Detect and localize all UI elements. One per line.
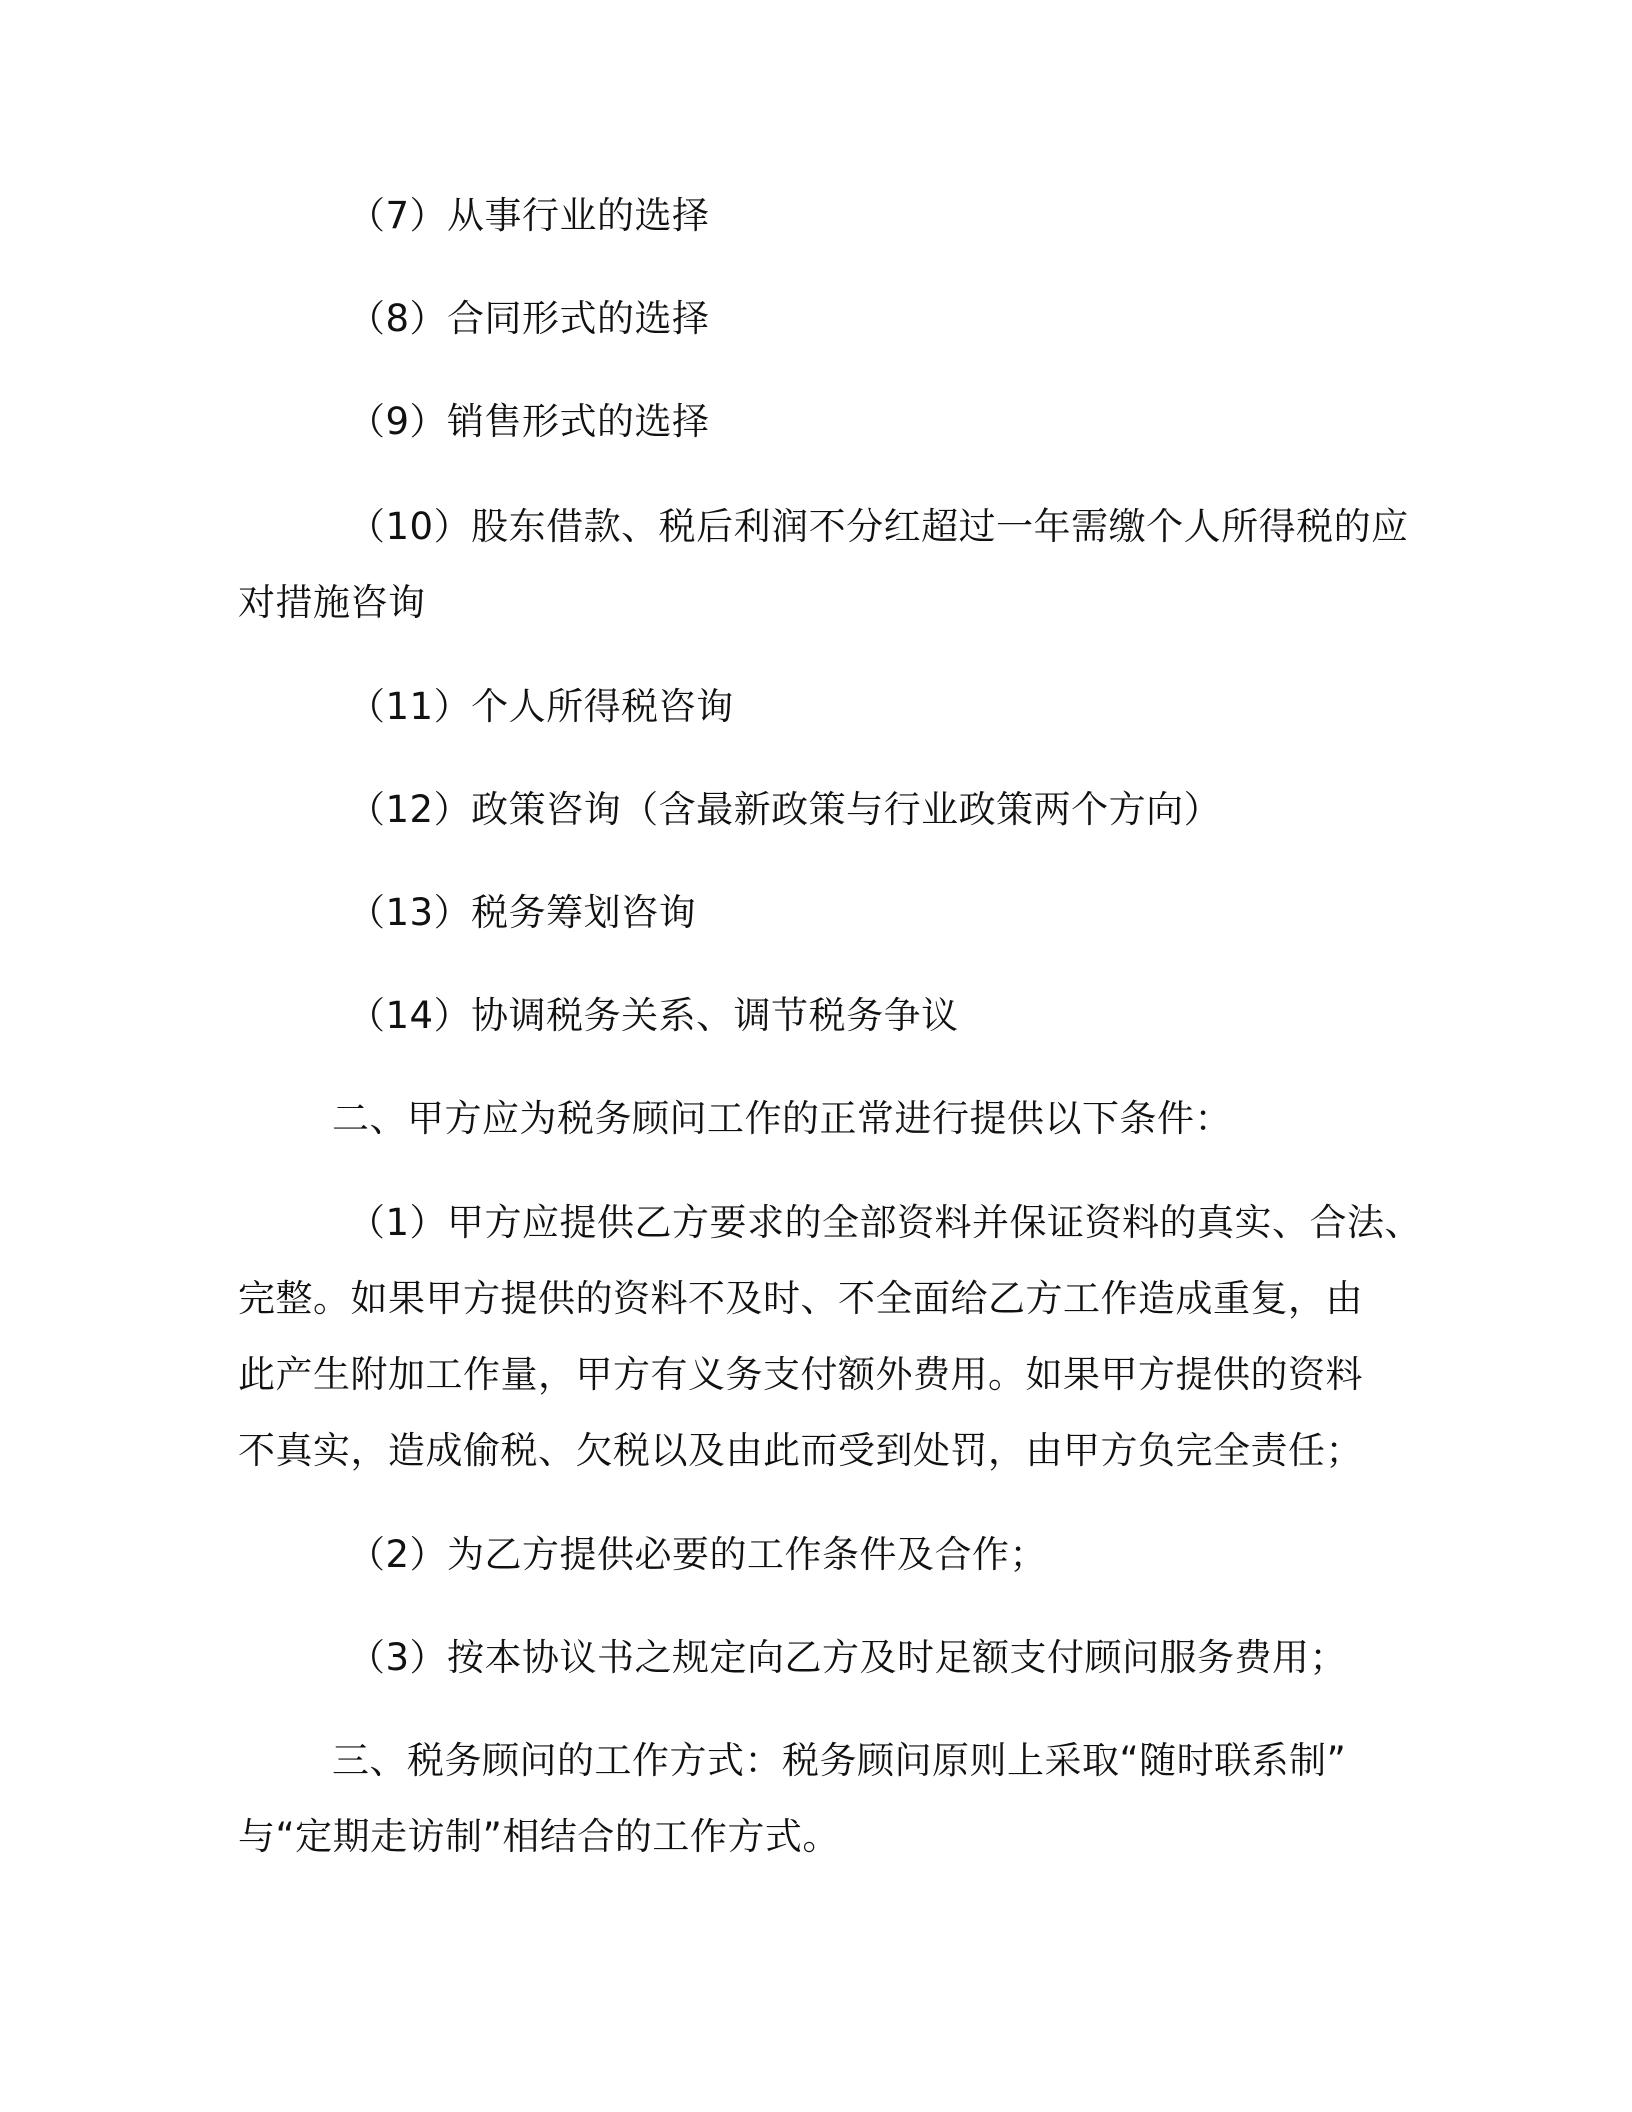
condition-2: （2）为乙方提供必要的工作条件及合作； <box>348 1533 1048 1576</box>
condition-3: （3）按本协议书之规定向乙方及时足额支付顾问服务费用； <box>348 1636 1348 1679</box>
condition-1-line-3: 此产生附加工作量，甲方有义务支付额外费用。如果甲方提供的资料 <box>238 1353 1363 1396</box>
list-item-11: （11）个人所得税咨询 <box>348 685 734 728</box>
section-two-heading: 二、甲方应为税务顾问工作的正常进行提供以下条件： <box>332 1097 1232 1140</box>
list-item-14: （14）协调税务关系、调节税务争议 <box>348 994 959 1037</box>
condition-1-line-1: （1）甲方应提供乙方要求的全部资料并保证资料的真实、合法、 <box>348 1201 1423 1244</box>
list-item-8: （8）合同形式的选择 <box>348 297 710 340</box>
condition-1-line-4: 不真实，造成偷税、欠税以及由此而受到处罚，由甲方负完全责任； <box>238 1429 1363 1472</box>
list-item-12: （12）政策咨询（含最新政策与行业政策两个方向） <box>348 788 1222 831</box>
section-three-line-1: 三、税务顾问的工作方式：税务顾问原则上采取“随时联系制” <box>332 1739 1347 1782</box>
list-item-10: （10）股东借款、税后利润不分红超过一年需缴个人所得税的应 <box>348 505 1409 548</box>
list-item-9: （9）销售形式的选择 <box>348 400 710 443</box>
section-three-line-2: 与“定期走访制”相结合的工作方式。 <box>238 1815 840 1858</box>
condition-1-line-2: 完整。如果甲方提供的资料不及时、不全面给乙方工作造成重复，由 <box>238 1277 1363 1320</box>
list-item-7: （7）从事行业的选择 <box>348 194 710 237</box>
list-item-10-continuation: 对措施咨询 <box>238 581 426 624</box>
list-item-13: （13）税务筹划咨询 <box>348 891 697 934</box>
